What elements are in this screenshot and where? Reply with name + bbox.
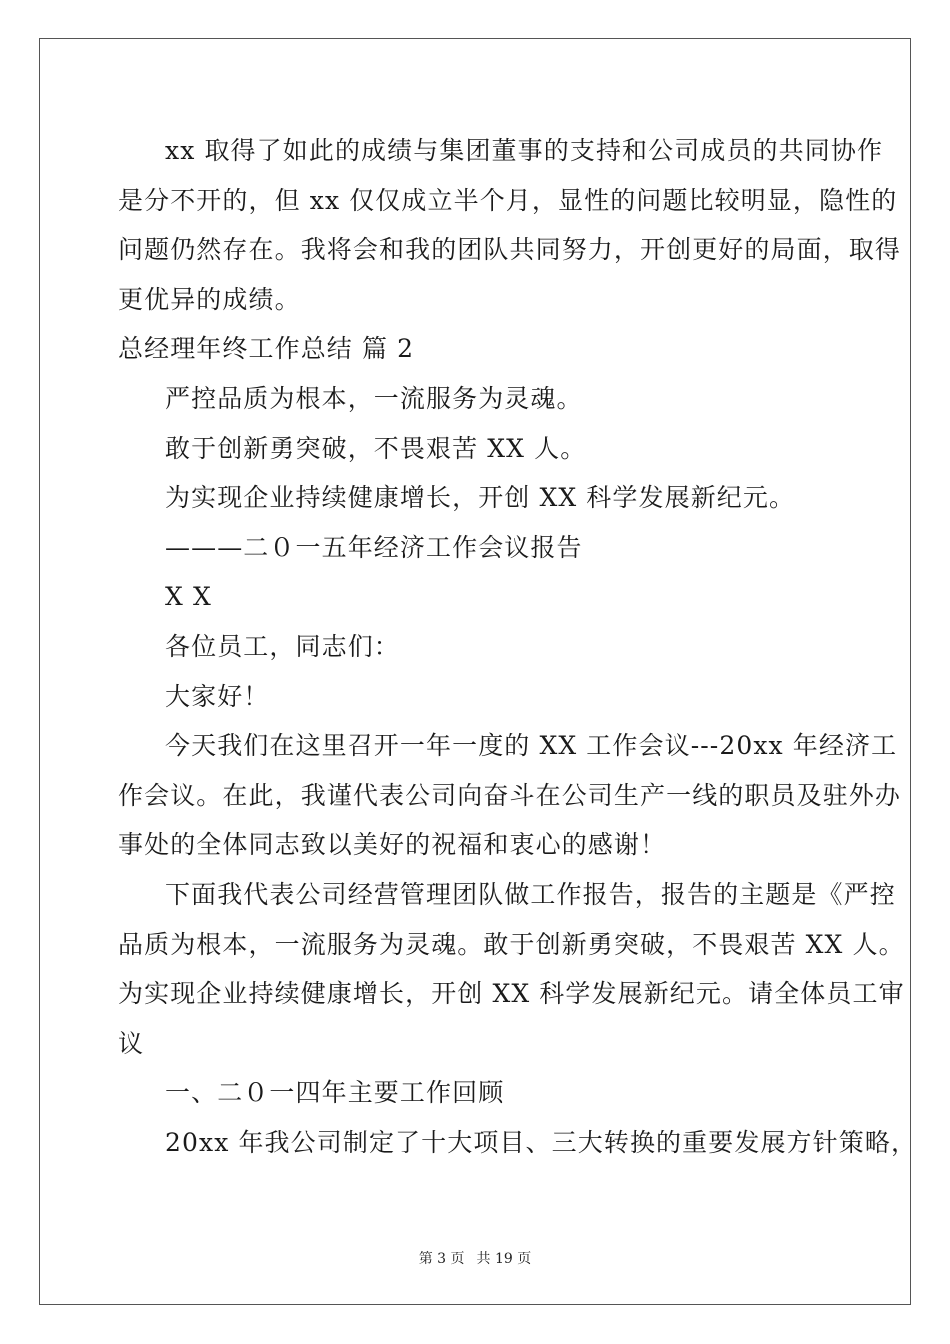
page-number: 第 3 页 <box>418 1251 465 1267</box>
salutation: 各位员工，同志们： <box>165 631 400 661</box>
paragraph-line: xx 取得了如此的成绩与集团董事的支持和公司成员的共同协作 <box>165 136 884 165</box>
paragraph-line: 下面我代表公司经营管理团队做工作报告，报告的主题是《严控 <box>165 879 896 909</box>
paragraph-line: 事处的全体同志致以美好的祝福和衷心的感谢！ <box>118 830 667 860</box>
section-heading: 总经理年终工作总结 篇 2 <box>118 334 415 364</box>
slogan-line: 严控品质为根本，一流服务为灵魂。 <box>165 383 583 413</box>
slogan-line: 为实现企业持续健康增长，开创 XX 科学发展新纪元。 <box>165 483 796 513</box>
slogan-line: 敢于创新勇突破，不畏艰苦 XX 人。 <box>165 433 587 463</box>
document-body <box>118 126 918 1167</box>
paragraph-line: 今天我们在这里召开一年一度的 XX 工作会议---20xx 年经济工 <box>165 731 898 761</box>
paragraph-line: 是分不开的，但 xx 仅仅成立半个月，显性的问题比较明显，隐性的 <box>118 185 898 215</box>
page-footer <box>0 1250 950 1268</box>
paragraph-line: 更优异的成绩。 <box>118 284 301 314</box>
paragraph-line: 20xx 年我公司制定了十大项目、三大转换的重要发展方针策略， <box>165 1127 918 1157</box>
page-total: 共 19 页 <box>476 1251 532 1267</box>
greeting: 大家好！ <box>165 681 270 711</box>
subsection-heading: 一、二０一四年主要工作回顾 <box>165 1078 505 1108</box>
paragraph-line: 为实现企业持续健康增长，开创 XX 科学发展新纪元。请全体员工审 <box>118 979 905 1009</box>
author-line: X X <box>165 582 212 612</box>
report-title: ———二０一五年经济工作会议报告 <box>165 532 583 562</box>
paragraph-line: 作会议。在此，我谨代表公司向奋斗在公司生产一线的职员及驻外办 <box>118 780 902 810</box>
paragraph-line: 问题仍然存在。我将会和我的团队共同努力，开创更好的局面，取得 <box>118 235 902 265</box>
paragraph-line: 议 <box>118 1028 145 1058</box>
paragraph-line: 品质为根本，一流服务为灵魂。敢于创新勇突破，不畏艰苦 XX 人。 <box>118 929 905 959</box>
